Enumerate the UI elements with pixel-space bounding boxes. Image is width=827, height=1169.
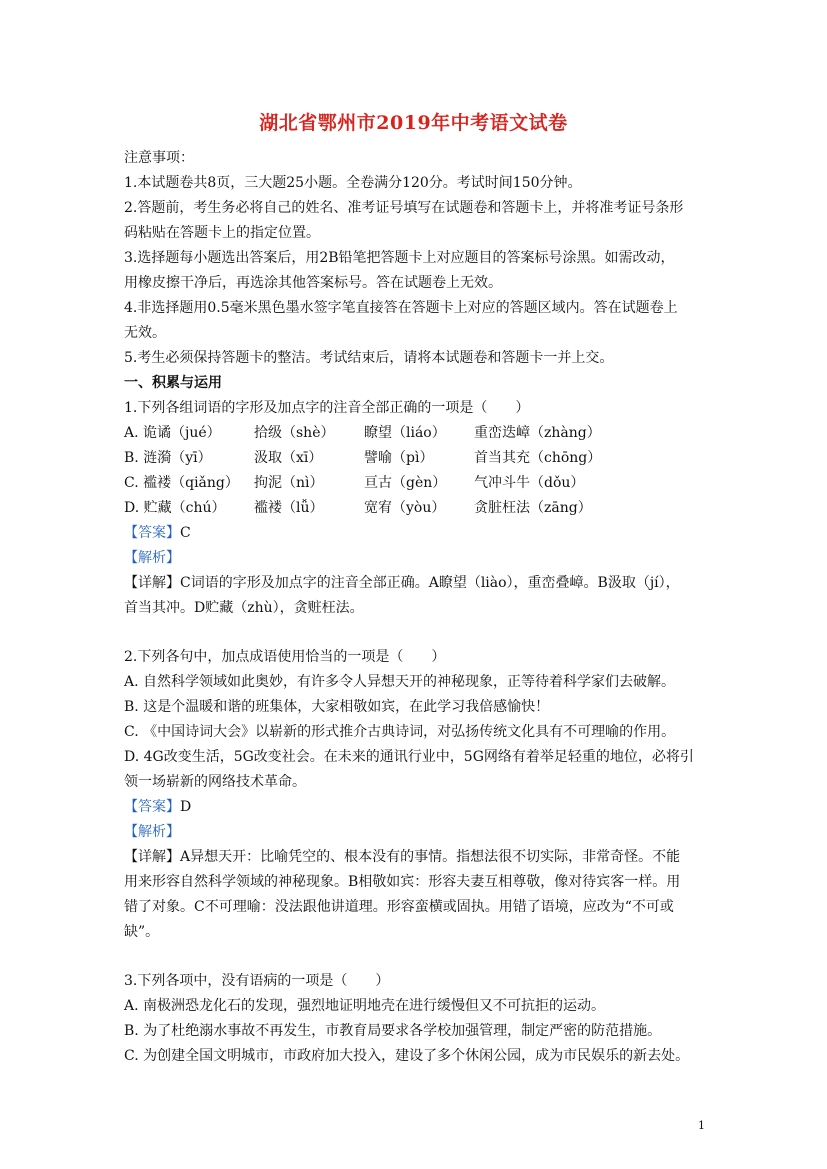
option-term: 拾级（shè） [254, 425, 335, 441]
question-2-option-d: D. 4G改变生活，5G改变社会。在未来的通讯行业中，5G网络有着举足轻重的地位，必将引 [124, 749, 694, 765]
option-term: 亘古（gèn） [364, 475, 447, 491]
answer-tag: 【答案】 [124, 525, 180, 541]
question-3-option-c: C. 为创建全国文明城市，市政府加大投入，建设了多个休闲公园，成为市民娱乐的新去处。 [124, 1048, 690, 1064]
question-2-answer [124, 795, 704, 820]
option-term: 气冲斗牛（dǒu） [474, 475, 585, 491]
question-2-stem: 2.下列各句中，加点成语使用恰当的一项是（ ） [124, 649, 446, 665]
note-line: 码粘贴在答题卡上的指定位置。 [124, 225, 320, 241]
exam-content [124, 146, 704, 1069]
option-term: A. 诡谲（jué） [124, 425, 221, 441]
detail-text: C词语的字形及加点字的注音全部正确。A瞭望（liào），重峦叠嶂。B汲取（jí）， [180, 575, 680, 591]
question-1-detail-cont: 首当其冲。D贮藏（zhù），贪赃枉法。 [124, 600, 364, 616]
question-1-option-c [124, 471, 704, 496]
detail-tag: 【详解】 [124, 849, 180, 865]
question-2-detail-cont: 缺”。 [124, 924, 160, 940]
option-term: 宽宥（yòu） [364, 500, 446, 516]
note-line: 4.非选择题用0.5毫米黑色墨水签字笔直接答在答题卡上对应的答题区域内。答在试题卷上 [124, 300, 678, 316]
note-line: 2.答题前，考生务必将自己的姓名、准考证号填写在试题卷和答题卡上，并将准考证号条形 [124, 200, 684, 216]
question-1-detail [124, 571, 704, 596]
note-line: 无效。 [124, 325, 166, 341]
page-title: 湖北省鄂州市2019年中考语文试卷 [259, 112, 568, 134]
question-2-option-b: B. 这是个温暖和谐的班集体，大家相敬如宾，在此学习我倍感愉快！ [124, 699, 550, 715]
option-term: 拘泥（nì） [254, 475, 324, 491]
note-line: 用橡皮擦干净后，再选涂其他答案标号。答在试题卷上无效。 [124, 275, 502, 291]
detail-text: A异想天开：比喻凭空的、根本没有的事情。指想法很不切实际，非常奇怪。不能 [180, 849, 681, 865]
answer-value: C [180, 525, 191, 541]
note-line: 5.考生必须保持答题卡的整洁。考试结束后，请将本试题卷和答题卡一并上交。 [124, 350, 614, 366]
question-1-stem: 1.下列各组词语的字形及加点字的注音全部正确的一项是（ ） [124, 400, 530, 416]
question-2-option-a: A. 自然科学领域如此奥妙，有许多令人异想天开的神秘现象，正等待着科学家们去破解。 [124, 674, 676, 690]
detail-tag: 【详解】 [124, 575, 180, 591]
notes-heading: 注意事项： [124, 150, 194, 166]
page-number: 1 [698, 1119, 705, 1132]
section-heading: 一、积累与运用 [124, 375, 222, 391]
answer-tag: 【答案】 [124, 799, 180, 815]
option-term: 汲取（xī） [254, 450, 323, 466]
option-term: 首当其充（chōng） [474, 450, 602, 466]
question-2-detail [124, 845, 704, 870]
question-2-analysis-tag: 【解析】 [124, 824, 180, 840]
question-2-option-c: C. 《中国诗词大会》以崭新的形式推介古典诗词，对弘扬传统文化具有不可理喻的作用。 [124, 724, 676, 740]
question-2-option-d-cont: 领一场崭新的网络技术革命。 [124, 774, 306, 790]
option-term: B. 涟漪（yī） [124, 450, 212, 466]
question-3-option-a: A. 南极洲恐龙化石的发现，强烈地证明地壳在进行缓慢但又不可抗拒的运动。 [124, 998, 606, 1014]
question-1-analysis-tag: 【解析】 [124, 550, 180, 566]
question-3-stem: 3.下列各项中，没有语病的一项是（ ） [124, 973, 390, 989]
note-line: 1.本试题卷共8页，三大题25小题。全卷满分120分。考试时间150分钟。 [124, 175, 582, 191]
answer-value: D [180, 799, 192, 815]
question-1-option-a [124, 421, 704, 446]
option-term: 贪脏枉法（zāng） [474, 500, 592, 516]
option-term: D. 贮藏（chú） [124, 500, 226, 516]
question-2-detail-cont: 错了对象。C不可理喻：没法跟他讲道理。形容蛮横或固执。用错了语境，应改为“不可或 [124, 899, 674, 915]
question-1-answer [124, 521, 704, 546]
option-term: 瞭望（liáo） [364, 425, 446, 441]
question-1-option-b [124, 446, 704, 471]
option-term: 褴褛（lǚ） [254, 500, 324, 516]
note-line: 3.选择题每小题选出答案后，用2B铅笔把答题卡上对应题目的答案标号涂黑。如需改动， [124, 250, 675, 266]
question-2-detail-cont: 用来形容自然科学领域的神秘现象。B相敬如宾：形容夫妻互相尊敬，像对待宾客一样。用 [124, 874, 681, 890]
option-term: 重峦迭嶂（zhàng） [474, 425, 601, 441]
question-3-option-b: B. 为了杜绝溺水事故不再发生，市教育局要求各学校加强管理，制定严密的防范措施。 [124, 1023, 662, 1039]
option-term: 譬喻（pì） [364, 450, 434, 466]
question-1-option-d [124, 496, 704, 521]
option-term: C. 褴褛（qiǎng） [124, 475, 239, 491]
